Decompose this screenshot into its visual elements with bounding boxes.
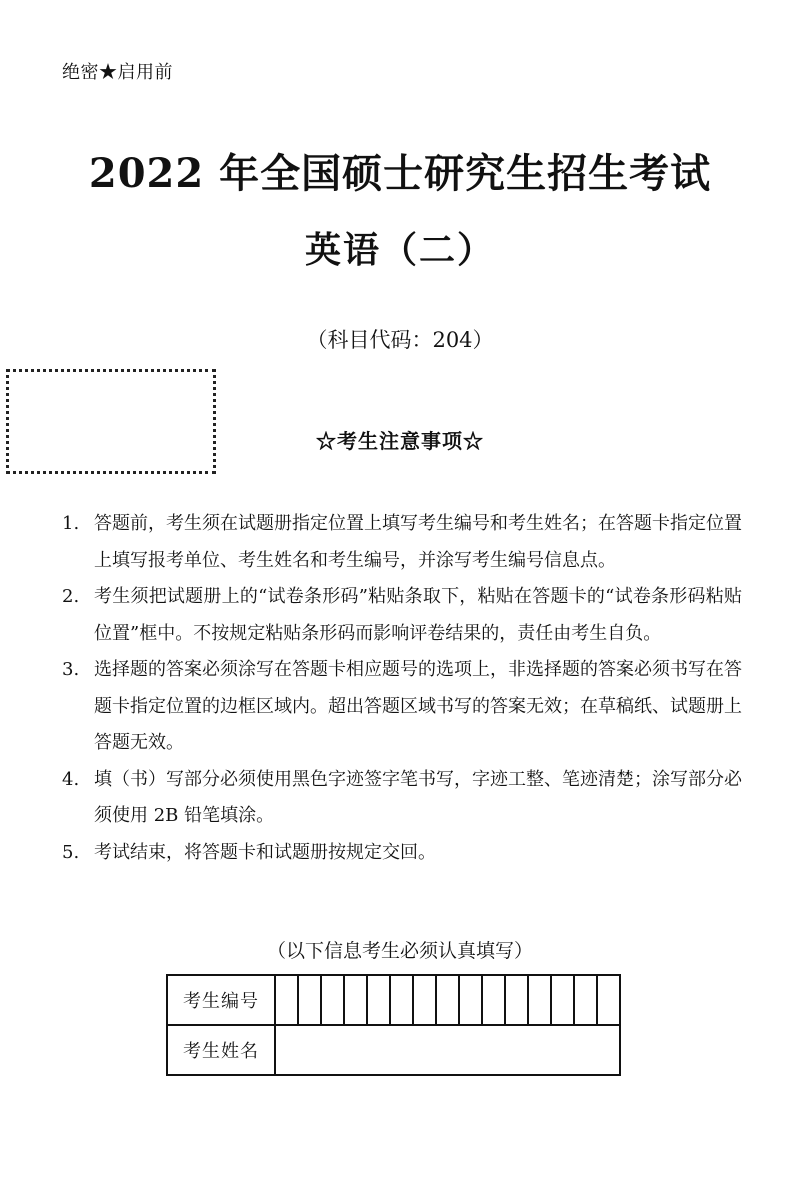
exam-number-row: [167, 975, 620, 1025]
exam-number-digit-cell[interactable]: [413, 975, 436, 1025]
exam-number-digit-cell[interactable]: [321, 975, 344, 1025]
subject-title: 英语（二）: [304, 229, 495, 271]
exam-number-digit-cell[interactable]: [344, 975, 367, 1025]
exam-number-digit-cell[interactable]: [482, 975, 505, 1025]
instruction-number: 3.: [62, 659, 80, 680]
exam-number-digit-cell[interactable]: [505, 975, 528, 1025]
exam-number-digit-cell[interactable]: [298, 975, 321, 1025]
instruction-text: 考生须把试题册上的“试卷条形码”粘贴条取下，粘贴在答题卡的“试卷条形码粘贴位置”框中。不按规定粘贴条形码而影响评卷结果的，责任由考生自负。: [94, 586, 742, 644]
instruction-text: 答题前，考生须在试题册指定位置上填写考生编号和考生姓名；在答题卡指定位置上填写报考单位、考生姓名和考生编号，并涂写考生编号信息点。: [94, 513, 742, 571]
candidate-info-table: [166, 974, 621, 1076]
instruction-text: 选择题的答案必须涂写在答题卡相应题号的选项上，非选择题的答案必须书写在答题卡指定位置的边框区域内。超出答题区域书写的答案无效；在草稿纸、试题册上答题无效。: [94, 659, 742, 753]
instruction-item: [62, 835, 742, 872]
exam-number-digit-cell[interactable]: [597, 975, 620, 1025]
exam-number-digit-cell[interactable]: [574, 975, 597, 1025]
instruction-text: 填（书）写部分必须使用黑色字迹签字笔书写，字迹工整、笔迹清楚；涂写部分必须使用 2B 铅笔填涂。: [94, 768, 742, 826]
info-form-caption: （以下信息考生必须认真填写）: [266, 940, 533, 962]
instructions-list: [62, 506, 742, 871]
name-row: [167, 1025, 620, 1075]
secrecy-mark: 绝密★启用前: [62, 62, 173, 83]
instruction-item: [62, 652, 742, 762]
instruction-number: 4.: [62, 768, 80, 790]
subject-code: （科目代码：204）: [306, 328, 494, 352]
instruction-item: [62, 762, 742, 835]
instruction-number: 5.: [62, 841, 80, 863]
exam-number-digit-cell[interactable]: [459, 975, 482, 1025]
instruction-text: 考试结束，将答题卡和试题册按规定交回。: [94, 841, 436, 863]
exam-number-digit-cell[interactable]: [275, 975, 298, 1025]
instruction-number: 2.: [62, 586, 80, 607]
exam-number-label: 考生编号: [167, 975, 275, 1025]
exam-number-digit-cell[interactable]: [528, 975, 551, 1025]
exam-number-digit-cell[interactable]: [551, 975, 574, 1025]
exam-number-digit-cell[interactable]: [436, 975, 459, 1025]
instruction-item: [62, 579, 742, 652]
instruction-number: 1.: [62, 513, 80, 534]
instruction-item: [62, 506, 742, 579]
notice-heading: ☆考生注意事项☆: [316, 429, 484, 453]
exam-number-digit-cell[interactable]: [390, 975, 413, 1025]
barcode-placement-box: [6, 369, 216, 474]
exam-number-digit-cell[interactable]: [367, 975, 390, 1025]
name-field[interactable]: [275, 1025, 620, 1075]
exam-title: 2022 年全国硕士研究生招生考试: [88, 150, 712, 197]
name-label: 考生姓名: [167, 1025, 275, 1075]
